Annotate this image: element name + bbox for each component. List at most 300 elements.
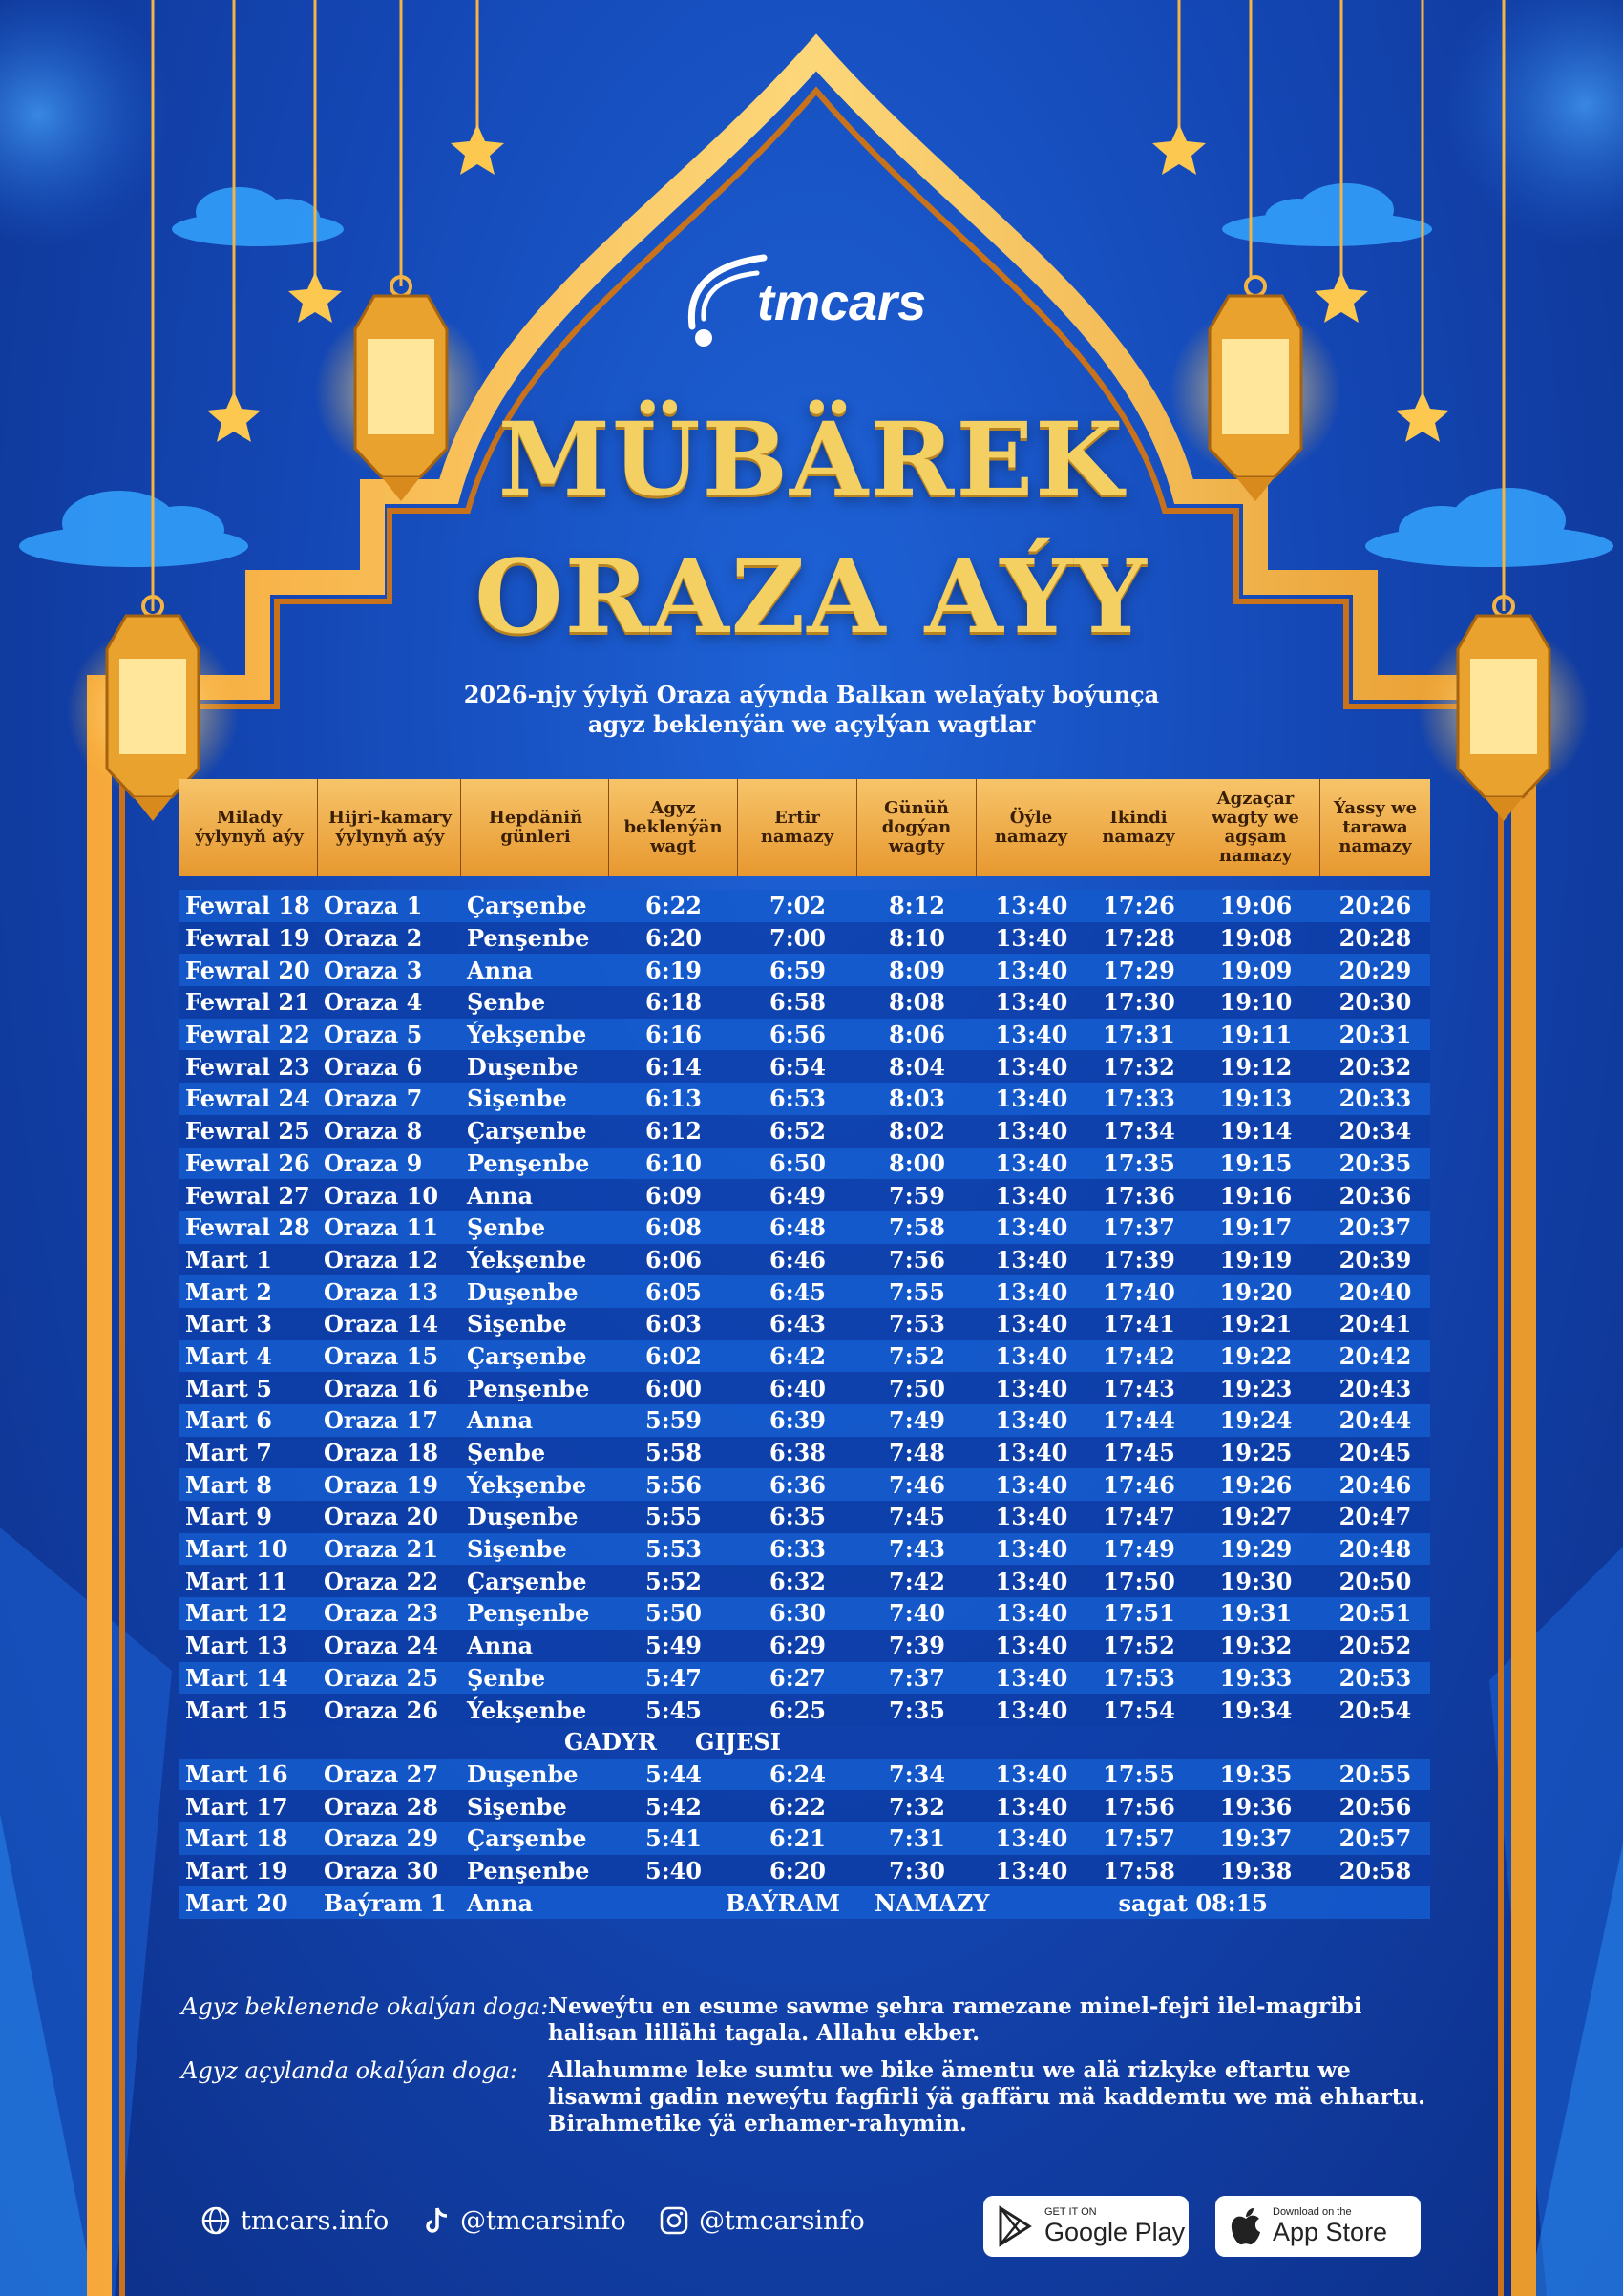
table-cell: Çarşenbe [467,1567,587,1595]
table-cell: 19:13 [1219,1085,1293,1113]
table-cell: 17:49 [1103,1535,1175,1564]
table-cell: 20:44 [1338,1406,1412,1435]
table-row [179,1275,1430,1308]
table-row [179,1308,1430,1340]
table-row [179,1759,1430,1791]
logo-text: tmcars [757,274,927,331]
table-cell: Oraza 18 [324,1439,439,1467]
table-cell: 17:31 [1103,1021,1175,1049]
table-cell: Çarşenbe [467,892,587,920]
table-cell: 6:30 [769,1599,826,1628]
table-cell: Penşenbe [467,1856,590,1885]
table-cell: 5:59 [645,1406,702,1435]
table-cell: Anna [467,956,534,984]
table-cell: 6:14 [645,1052,702,1081]
table-row [179,1179,1430,1211]
table-row [179,954,1430,986]
table-cell: 13:40 [995,1567,1068,1595]
table-cell: Oraza 27 [324,1759,439,1788]
table-cell: 19:06 [1219,892,1293,920]
google-play-big-text: Google Play [1044,2218,1186,2246]
table-cell: 20:52 [1338,1632,1412,1660]
table-cell: 6:56 [769,1021,826,1049]
bayram-row [179,1886,1430,1919]
table-header [179,779,1430,876]
table-cell: Oraza 24 [324,1632,439,1660]
brand-logo [683,250,950,355]
google-play-icon [997,2205,1035,2247]
table-cell: 20:31 [1338,1021,1412,1049]
table-cell: 13:40 [995,1085,1068,1113]
title-line-2: ORAZA AÝY [474,537,1149,656]
table-cell: 7:43 [889,1535,945,1564]
table-cell: 19:21 [1219,1310,1293,1338]
table-cell: 13:40 [995,1245,1068,1274]
table-cell: 6:45 [769,1277,826,1306]
table-cell: Duşenbe [467,1277,579,1306]
table-cell: Şenbe [467,1439,546,1467]
table-cell: 7:39 [889,1632,945,1660]
table-cell: 6:43 [769,1310,826,1338]
table-row [179,1148,1430,1180]
table-cell: 8:06 [889,1021,945,1049]
table-cell: 13:40 [995,892,1068,920]
table-cell: 17:37 [1103,1213,1175,1242]
fast-begin-prayer-label: Agyz beklenende okalýan doga: [181,1993,549,2020]
fast-break-prayer-text: Allahumme leke sumtu we bike ämentu we alä rizkyke eftartu we lisawmi gadin neweýtu fagfirli ýä gaffäru mä kaddemtu we mä ehhartu. Birahmetike ýä erhamer-rahymin. [548,2057,1426,2137]
table-cell: Çarşenbe [467,1824,587,1853]
table-cell: 6:33 [769,1535,826,1564]
table-cell: 17:28 [1103,924,1175,953]
table-cell: 19:33 [1219,1663,1293,1692]
table-cell: 13:40 [995,1856,1068,1885]
table-cell: 17:42 [1103,1341,1175,1370]
table-cell: Oraza 10 [324,1181,439,1210]
table-cell: Oraza 11 [324,1213,439,1242]
table-row [179,1083,1430,1115]
table-cell: 13:40 [995,1021,1068,1049]
table-cell: 17:56 [1103,1792,1175,1821]
table-cell: 6:40 [769,1374,826,1402]
table-cell: 13:40 [995,1663,1068,1692]
table-cell: 7:34 [889,1759,945,1788]
table-cell: 17:43 [1103,1374,1175,1402]
table-cell: Şenbe [467,1663,546,1692]
table-cell: 20:47 [1338,1503,1412,1531]
table-cell: 13:40 [995,1824,1068,1853]
bayram-time: sagat 08:15 [1118,1888,1268,1917]
header-dhuhr: Öýle namazy [977,779,1086,876]
table-cell: Penşenbe [467,1148,590,1177]
table-cell: 20:40 [1338,1277,1412,1306]
table-cell: 20:58 [1338,1856,1412,1885]
table-cell: 6:58 [769,988,826,1017]
table-cell: Fewral 21 [185,988,310,1017]
table-cell: Oraza 9 [324,1148,423,1177]
table-cell: 20:35 [1338,1148,1412,1177]
table-cell: 19:37 [1219,1824,1293,1853]
table-cell: 6:21 [769,1824,826,1853]
table-row [179,1822,1430,1855]
table-cell: 7:02 [769,892,826,920]
table-cell: 13:40 [995,1277,1068,1306]
table-row [179,1597,1430,1630]
table-cell: Mart 2 [185,1277,272,1306]
header-iftar-maghrib: Agzaçar wagty we agşam namazy [1191,779,1320,876]
table-cell: 7:55 [889,1277,945,1306]
table-cell: 20:56 [1338,1792,1412,1821]
table-cell: 5:49 [645,1632,702,1660]
table-cell: 5:47 [645,1663,702,1692]
table-cell: 6:53 [769,1085,826,1113]
google-play-small-text: GET IT ON [1044,2206,1097,2218]
table-cell: 13:40 [995,956,1068,984]
table-cell: Fewral 28 [185,1213,310,1242]
table-cell: 5:56 [645,1470,702,1499]
table-cell: 20:37 [1338,1213,1412,1242]
table-cell: Oraza 28 [324,1792,439,1821]
table-cell: Sişenbe [467,1792,567,1821]
table-cell: Oraza 13 [324,1277,439,1306]
table-cell: 5:58 [645,1439,702,1467]
google-play-badge[interactable] [983,2196,1189,2257]
table-cell: 17:47 [1103,1503,1175,1531]
table-cell: 19:38 [1219,1856,1293,1885]
table-cell: Oraza 3 [324,956,423,984]
table-cell: 17:29 [1103,956,1175,984]
header-isha-tarawih: Ýassy we tarawa namazy [1333,798,1418,856]
table-row [179,986,1430,1019]
table-cell: 13:40 [995,988,1068,1017]
table-cell: 17:51 [1103,1599,1175,1628]
table-cell: 17:34 [1103,1117,1175,1146]
table-cell: 6:29 [769,1632,826,1660]
header-gregorian-month: Milady ýylynyň aýy [179,779,318,876]
gijesi-word: GIJESI [695,1728,781,1757]
table-cell: 13:40 [995,1632,1068,1660]
app-store-big-text: App Store [1273,2218,1388,2246]
website-text: tmcars.info [241,2205,390,2236]
table-cell: 17:35 [1103,1148,1175,1177]
table-cell: 6:24 [769,1759,826,1788]
globe-icon [200,2205,231,2236]
table-cell: 17:50 [1103,1567,1175,1595]
table-cell: 7:59 [889,1181,945,1210]
table-cell: Oraza 17 [324,1406,439,1435]
table-cell: Fewral 22 [185,1021,310,1049]
apple-icon [1229,2205,1263,2247]
table-cell: 13:40 [995,1213,1068,1242]
tiktok-text: @tmcarsinfo [460,2205,626,2236]
table-cell: Mart 19 [185,1856,288,1885]
table-cell: 17:58 [1103,1856,1175,1885]
table-cell: 17:54 [1103,1696,1175,1724]
table-cell: 6:38 [769,1439,826,1467]
table-cell: 6:54 [769,1052,826,1081]
table-cell: Sişenbe [467,1310,567,1338]
table-cell: Fewral 25 [185,1117,310,1146]
car-logo-icon [683,250,769,355]
table-cell: Oraza 6 [324,1052,423,1081]
table-cell: 6:18 [645,988,702,1017]
table-cell: 19:30 [1219,1567,1293,1595]
table-cell: Fewral 18 [185,892,310,920]
table-cell: Ýekşenbe [467,1245,587,1274]
table-cell: 7:37 [889,1663,945,1692]
table-cell: 5:40 [645,1856,702,1885]
table-cell: 20:26 [1338,892,1412,920]
table-cell: Mart 16 [185,1759,288,1788]
table-cell: 19:16 [1219,1181,1293,1210]
table-cell: 7:50 [889,1374,945,1402]
table-cell: 17:39 [1103,1245,1175,1274]
table-cell: 20:53 [1338,1663,1412,1692]
table-cell: 13:40 [995,1535,1068,1564]
table-cell: 6:05 [645,1277,702,1306]
table-cell: 19:25 [1219,1439,1293,1467]
table-cell: 6:39 [769,1406,826,1435]
table-body [179,890,1430,1919]
instagram-icon [659,2205,689,2236]
table-cell: 6:08 [645,1213,702,1242]
table-cell: 7:35 [889,1696,945,1724]
table-cell: Mart 6 [185,1406,272,1435]
table-cell: 20:28 [1338,924,1412,953]
fast-break-prayer-label: Agyz açylanda okalýan doga: [181,2057,518,2084]
table-cell: 17:45 [1103,1439,1175,1467]
table-cell: 13:40 [995,1117,1068,1146]
table-row [179,890,1430,922]
table-cell: 19:32 [1219,1632,1293,1660]
table-cell: 13:40 [995,1052,1068,1081]
table-cell: 6:13 [645,1085,702,1113]
table-cell: 20:55 [1338,1759,1412,1788]
table-cell: 6:35 [769,1503,826,1531]
table-cell: 8:08 [889,988,945,1017]
table-cell: Oraza 25 [324,1663,439,1692]
table-cell: 5:45 [645,1696,702,1724]
table-cell: Şenbe [467,1213,546,1242]
table-cell: Oraza 16 [324,1374,439,1402]
bayram-hijri: Baýram 1 [324,1888,447,1917]
table-cell: 17:36 [1103,1181,1175,1210]
table-cell: Oraza 2 [324,924,423,953]
table-cell: 13:40 [995,1374,1068,1402]
table-cell: 8:04 [889,1052,945,1081]
table-cell: 8:00 [889,1148,945,1177]
table-cell: Oraza 23 [324,1599,439,1628]
table-cell: Mart 11 [185,1567,288,1595]
namazy-word: NAMAZY [875,1888,990,1917]
table-cell: 20:36 [1338,1181,1412,1210]
table-cell: 20:39 [1338,1245,1412,1274]
table-cell: 6:49 [769,1181,826,1210]
table-cell: 6:36 [769,1470,826,1499]
table-cell: 6:06 [645,1245,702,1274]
table-cell: Oraza 4 [324,988,423,1017]
table-cell: 17:41 [1103,1310,1175,1338]
table-cell: 13:40 [995,1470,1068,1499]
table-cell: 19:15 [1219,1148,1293,1177]
table-cell: Mart 10 [185,1535,288,1564]
fast-begin-prayer-text: Neweýtu en esume sawme şehra ramezane minel-fejri ilel-magribi halisan lillähi tagala. Allahu ekber. [548,1993,1362,2046]
table-cell: 13:40 [995,1406,1068,1435]
table-cell: 5:50 [645,1599,702,1628]
table-cell: 6:20 [645,924,702,953]
table-cell: 20:42 [1338,1341,1412,1370]
table-cell: 19:14 [1219,1117,1293,1146]
table-cell: Mart 4 [185,1341,272,1370]
bayram-date: Mart 20 [185,1888,288,1917]
table-cell: Oraza 29 [324,1824,439,1853]
table-cell: 19:34 [1219,1696,1293,1724]
table-cell: Penşenbe [467,924,590,953]
subtitle-line-1: 2026-njy ýylyň Oraza aýynda Balkan welaýaty boýunça [463,681,1160,708]
table-cell: 19:12 [1219,1052,1293,1081]
table-cell: Oraza 21 [324,1535,439,1564]
table-cell: 7:46 [889,1470,945,1499]
schedule-table [179,779,1430,1919]
table-cell: 17:32 [1103,1052,1175,1081]
table-row [179,1533,1430,1566]
table-row [179,1404,1430,1437]
table-row [179,1115,1430,1148]
table-cell: Şenbe [467,988,546,1017]
table-row [179,1630,1430,1662]
header-fajr: Ertir namazy [738,779,857,876]
table-cell: 19:36 [1219,1792,1293,1821]
table-cell: 5:42 [645,1792,702,1821]
table-cell: 20:50 [1338,1567,1412,1595]
table-cell: 6:48 [769,1213,826,1242]
table-cell: 19:10 [1219,988,1293,1017]
table-cell: 13:40 [995,1792,1068,1821]
table-cell: 6:27 [769,1663,826,1692]
tiktok-link[interactable] [422,2205,626,2236]
table-cell: 13:40 [995,1148,1068,1177]
app-store-badge[interactable] [1215,2196,1421,2257]
table-cell: 6:25 [769,1696,826,1724]
table-cell: Ýekşenbe [467,1021,587,1049]
gadyr-word: GADYR [563,1728,657,1757]
table-cell: Mart 7 [185,1439,272,1467]
table-row [179,1501,1430,1533]
table-cell: Oraza 20 [324,1503,439,1531]
website-link[interactable] [200,2205,389,2236]
table-rows-part-1 [179,890,1430,1726]
table-row [179,922,1430,955]
table-cell: 7:48 [889,1439,945,1467]
table-row [179,1340,1430,1373]
table-cell: 7:45 [889,1503,945,1531]
table-cell: Oraza 19 [324,1470,439,1499]
table-cell: Fewral 26 [185,1148,310,1177]
table-cell: 19:29 [1219,1535,1293,1564]
table-cell: 19:23 [1219,1374,1293,1402]
table-cell: 13:40 [995,1439,1068,1467]
table-cell: 20:51 [1338,1599,1412,1628]
table-cell: 13:40 [995,1599,1068,1628]
table-cell: 19:35 [1219,1759,1293,1788]
table-cell: 19:11 [1219,1021,1293,1049]
table-cell: 20:43 [1338,1374,1412,1402]
table-cell: Çarşenbe [467,1117,587,1146]
table-cell: 6:10 [645,1148,702,1177]
table-cell: Anna [467,1181,534,1210]
header-sunrise: Günüň dogýan wagty [857,779,977,876]
table-cell: 7:56 [889,1245,945,1274]
tiktok-icon [422,2205,451,2236]
table-row [179,1662,1430,1695]
table-cell: 19:09 [1219,956,1293,984]
table-cell: Mart 15 [185,1696,288,1724]
table-cell: 6:46 [769,1245,826,1274]
instagram-link[interactable] [659,2205,865,2236]
table-cell: Oraza 8 [324,1117,423,1146]
table-cell: 5:53 [645,1535,702,1564]
table-cell: 6:22 [769,1792,826,1821]
table-cell: 6:19 [645,956,702,984]
table-cell: Fewral 24 [185,1085,310,1113]
table-cell: 8:12 [889,892,945,920]
table-cell: 20:41 [1338,1310,1412,1338]
table-cell: 19:24 [1219,1406,1293,1435]
table-cell: 13:40 [995,1341,1068,1370]
table-cell: Mart 12 [185,1599,288,1628]
table-cell: Sişenbe [467,1085,567,1113]
table-cell: 17:52 [1103,1632,1175,1660]
table-cell: Mart 3 [185,1310,272,1338]
table-cell: Fewral 27 [185,1181,310,1210]
table-cell: 20:33 [1338,1085,1412,1113]
table-row [179,1694,1430,1726]
table-cell: Oraza 22 [324,1567,439,1595]
subtitle-line-2: agyz beklenýän we açylýan wagtlar [587,710,1036,738]
table-row [179,1372,1430,1404]
table-cell: 6:52 [769,1117,826,1146]
table-cell: 20:32 [1338,1052,1412,1081]
table-cell: 7:32 [889,1792,945,1821]
table-cell: Anna [467,1406,534,1435]
table-cell: 20:48 [1338,1535,1412,1564]
table-cell: 17:30 [1103,988,1175,1017]
table-cell: Mart 8 [185,1470,272,1499]
table-cell: Mart 14 [185,1663,288,1692]
table-row [179,1790,1430,1822]
table-cell: 6:22 [645,892,702,920]
table-cell: 20:54 [1338,1696,1412,1724]
header-weekday: Hepdäniň günleri [461,779,609,876]
table-cell: Mart 1 [185,1245,272,1274]
table-row [179,1855,1430,1887]
table-row [179,1211,1430,1244]
table-cell: 7:30 [889,1856,945,1885]
table-cell: 13:40 [995,924,1068,953]
header-hijri-month: Hijri-kamary ýylynyň aýy [318,779,461,876]
table-cell: Penşenbe [467,1374,590,1402]
table-cell: Mart 18 [185,1824,288,1853]
table-cell: 17:44 [1103,1406,1175,1435]
table-cell: 19:19 [1219,1245,1293,1274]
table-cell: 7:42 [889,1567,945,1595]
table-cell: 6:02 [645,1341,702,1370]
bayram-day: Anna [467,1888,534,1917]
table-cell: Oraza 30 [324,1856,439,1885]
table-cell: 7:31 [889,1824,945,1853]
table-cell: 7:40 [889,1599,945,1628]
table-cell: 6:50 [769,1148,826,1177]
header-suhoor: Agyz beklenýän wagt [609,779,738,876]
